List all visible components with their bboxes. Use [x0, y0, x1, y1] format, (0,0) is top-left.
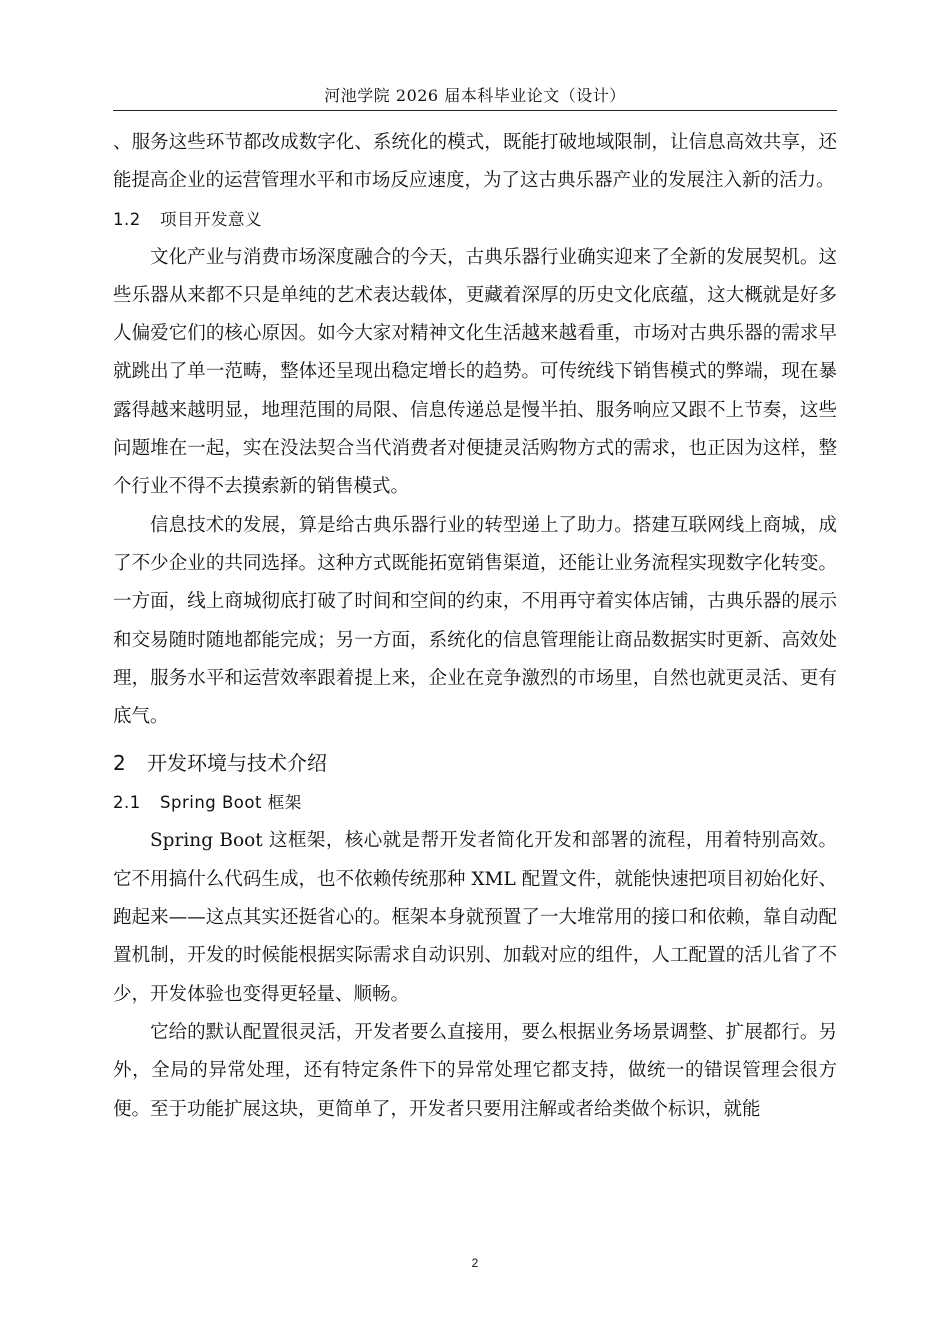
chapter-number: 2 — [113, 751, 126, 776]
chapter-title: 开发环境与技术介绍 — [147, 751, 327, 776]
paragraph-spring-boot-2: 它给的默认配置很灵活，开发者要么直接用，要么根据业务场景调整、扩展都行。另外，全局的异常处理，还有特定条件下的异常处理它都支持，做统一的错误管理会很方便。至于功能扩展这块，更简单了，开发者只要用注解或者给类做个标识，就能 — [113, 1021, 837, 1120]
paragraph-significance-2: 信息技术的发展，算是给古典乐器行业的转型递上了助力。搭建互联网线上商城，成了不少企业的共同选择。这种方式既能拓宽销售渠道，还能让业务流程实现数字化转变。一方面，线上商城彻底打破了时间和空间的约束，不用再守着实体店铺，古典乐器的展示和交易随时随地都能完成；另一方面，系统化的信息管理能让商品数据实时更新、高效处理，服务水平和运营效率跟着提上来，企业在竞争激烈的市场里，自然也就更灵活、更有底气。 — [113, 514, 837, 728]
chapter-heading-2 — [113, 750, 837, 776]
section-title: Spring Boot 框架 — [160, 793, 302, 813]
section-number: 2.1 — [113, 793, 141, 813]
paragraph-significance-1: 文化产业与消费市场深度融合的今天，古典乐器行业确实迎来了全新的发展契机。这些乐器从来都不只是单纯的艺术表达载体，更藏着深厚的历史文化底蕴，这大概就是好多人偏爱它们的核心原因。如今大家对精神文化生活越来越看重，市场对古典乐器的需求早就跳出了单一范畴，整体还呈现出稳定增长的趋势。可传统线下销售模式的弊端，现在暴露得越来越明显，地理范围的局限、信息传递总是慢半拍、服务响应又跟不上节奏，这些问题堆在一起，实在没法契合当代消费者对便捷灵活购物方式的需求，也正因为这样，整个行业不得不去摸索新的销售模式。 — [113, 246, 837, 498]
paragraph-continued: 、服务这些环节都改成数字化、系统化的模式，既能打破地域限制，让信息高效共享，还能提高企业的运营管理水平和市场反应速度，为了这古典乐器产业的发展注入新的活力。 — [113, 132, 837, 192]
section-heading-1-2 — [113, 201, 837, 239]
paragraph-spring-boot-1: Spring Boot 这框架，核心就是帮开发者简化开发和部署的流程，用着特别高效。它不用搞什么代码生成，也不依赖传统那种 XML 配置文件，就能快速把项目初始化好、跑起来——这点其实还挺省心的。框架本身就预置了一大堆常用的接口和依赖，靠自动配置机制，开发的时候能根据实际需求自动识别、加载对应的组件，人工配置的活儿省了不少，开发体验也变得更轻量、顺畅。 — [113, 830, 837, 1005]
section-heading-2-1 — [113, 784, 837, 822]
header-rule — [113, 110, 837, 111]
page-number: 2 — [471, 1256, 479, 1270]
section-title: 项目开发意义 — [160, 209, 262, 229]
section-number: 1.2 — [113, 209, 141, 229]
document-body — [113, 124, 837, 1129]
page-header: 河池学院 2026 届本科毕业论文（设计） — [324, 86, 626, 105]
